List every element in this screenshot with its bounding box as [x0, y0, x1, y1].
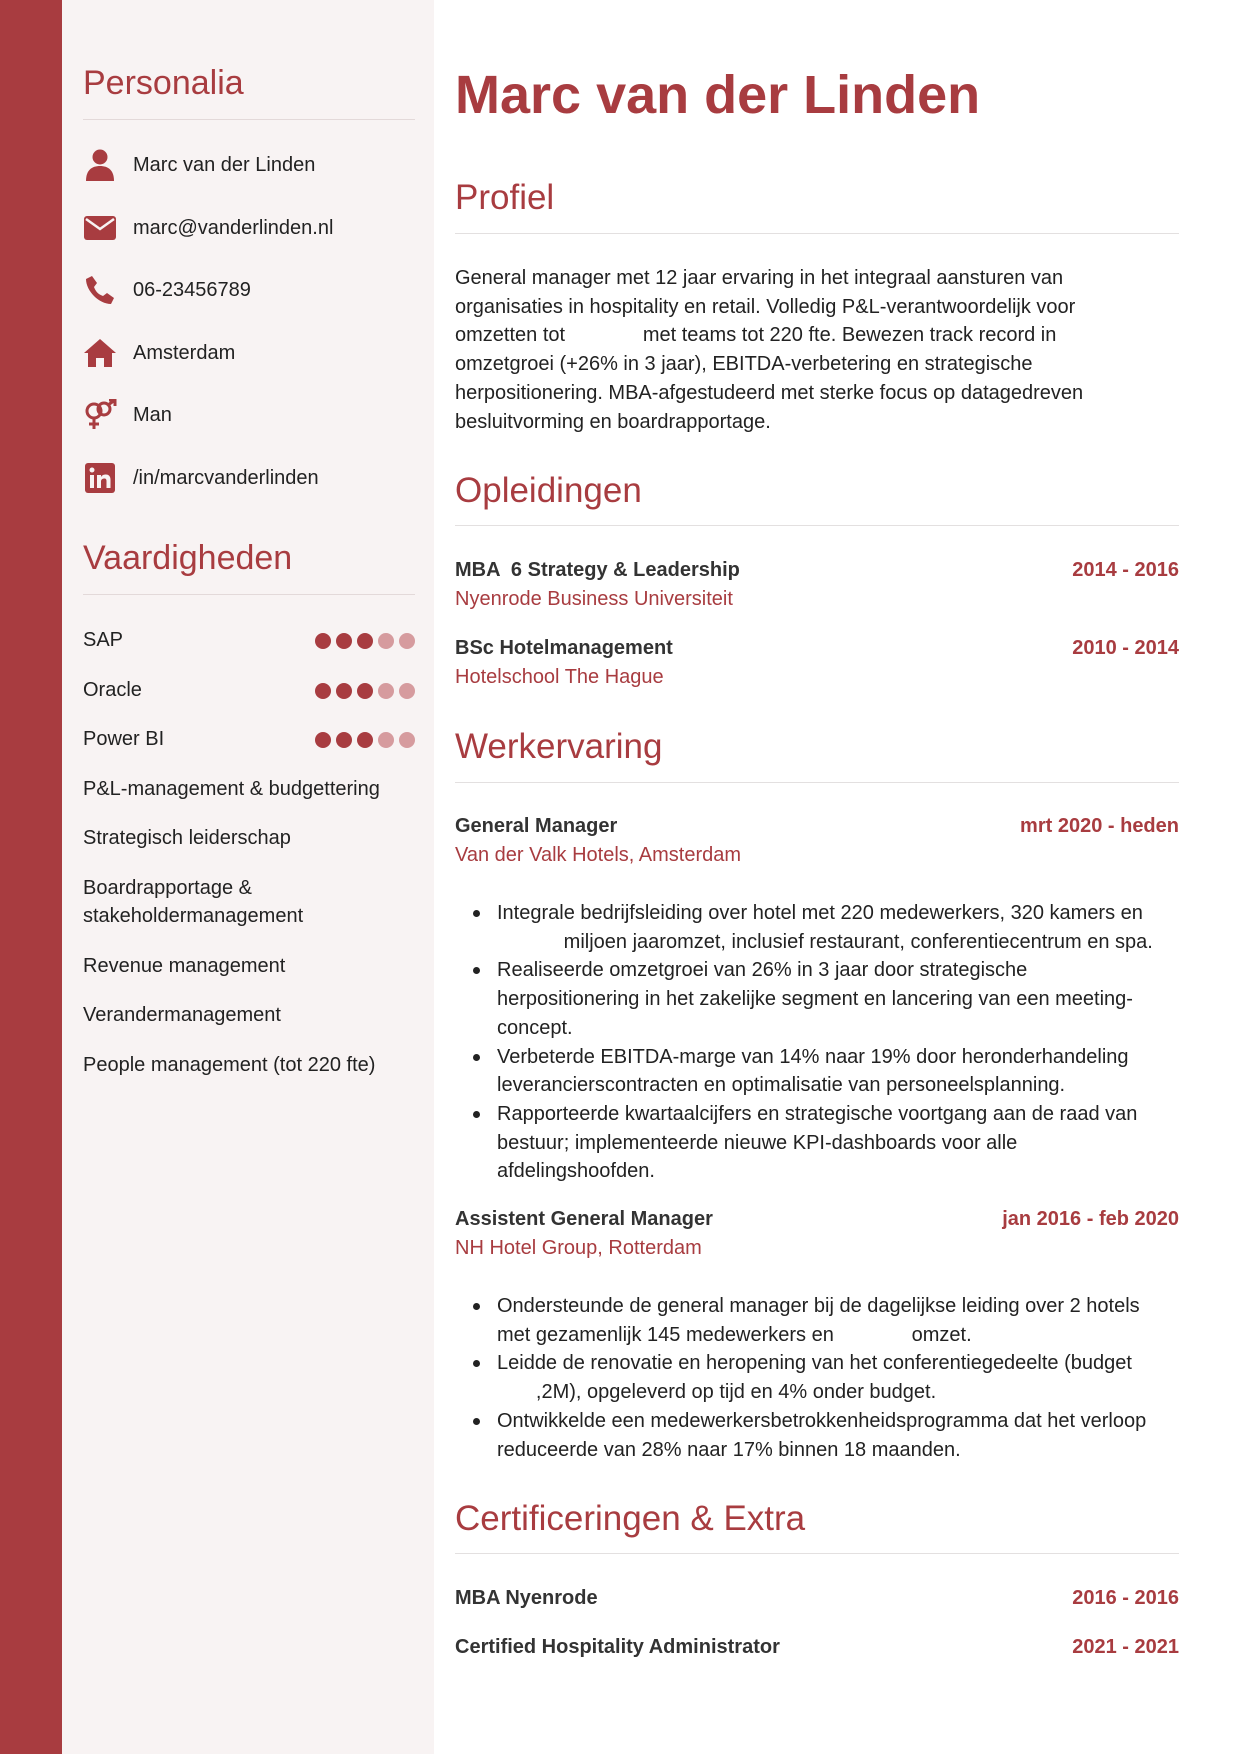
skill-item: Boardrapportage & stakeholdermanagement — [83, 877, 304, 927]
skill-item: Strategisch leiderschap — [83, 827, 291, 849]
contact-phone-text[interactable]: 06-23456789 — [133, 278, 251, 301]
personalia-divider — [83, 119, 415, 120]
accent-stripe — [0, 0, 62, 1754]
rating-dot-filled — [336, 633, 352, 649]
skill-rated — [83, 725, 415, 753]
job-role: Assistent General Manager — [455, 1208, 713, 1230]
profile-line: besluitvorming en boardrapportage. — [455, 410, 771, 433]
profile-line: organisaties in hospitality en retail. Volledig P&L-verantwoordelijk voor — [455, 295, 1076, 318]
sidebar — [62, 0, 434, 1754]
skill-item: People management (tot 220 fte) — [83, 1054, 376, 1076]
skills-divider — [83, 594, 415, 595]
job-bullet: Ondersteunde de general manager bij de dagelijkse leiding over 2 hotels met gezamenlijk 145 medewerkers en omzet. — [497, 1292, 1179, 1349]
profile-line: omzetten tot met teams tot 220 fte. Bewezen track record in — [455, 324, 1057, 347]
profile-divider — [455, 233, 1179, 234]
job-dates: jan 2016 - feb 2020 — [1002, 1208, 1179, 1230]
contact-city-text: Amsterdam — [133, 341, 236, 364]
job-bullet: Leidde de renovatie en heropening van het conferentiegedeelte (budget ,2M), opgeleverd op tijd en 4% onder budget. — [497, 1349, 1179, 1406]
contact-gender — [83, 395, 415, 435]
certifications-title: Certificeringen & Extra — [455, 1499, 806, 1538]
rating-dot-filled — [357, 732, 373, 748]
contact-email-text[interactable]: marc@vanderlinden.nl — [133, 216, 334, 239]
profile-text — [455, 264, 1179, 436]
job-bullet: Integrale bedrijfsleiding over hotel met 220 medewerkers, 320 kamers en miljoen jaaromzet, inclusief restaurant, conferentiecentrum en spa. — [497, 899, 1179, 956]
certifications-divider — [455, 1553, 1179, 1554]
experience-title: Werkervaring — [455, 727, 663, 766]
rating-dot-filled — [315, 683, 331, 699]
rating-dot-empty — [399, 633, 415, 649]
rating-dot-filled — [357, 683, 373, 699]
rating-dot-filled — [357, 633, 373, 649]
education-school: Nyenrode Business Universiteit — [455, 588, 733, 610]
education-degree: MBA 6 Strategy & Leadership — [455, 559, 740, 581]
job-bullet: Verbeterde EBITDA-marge van 14% naar 19% door heronderhandeling leverancierscontracten en optimalisatie van personeelsplanning. — [497, 1043, 1179, 1100]
experience-divider — [455, 782, 1179, 783]
education-dates: 2014 - 2016 — [1072, 559, 1179, 581]
contact-name-text: Marc van der Linden — [133, 153, 316, 176]
profile-title: Profiel — [455, 178, 555, 217]
rating-dot-filled — [336, 732, 352, 748]
skill-rated — [83, 676, 415, 704]
profile-line: omzetgroei (+26% in 3 jaar), EBITDA-verbetering en strategische — [455, 353, 1033, 376]
skills-title: Vaardigheden — [83, 539, 293, 577]
rating-dot-empty — [378, 732, 394, 748]
rating-dot-empty — [378, 683, 394, 699]
contact-linkedin[interactable] — [83, 458, 415, 498]
envelope-icon — [83, 211, 117, 245]
certification-dates: 2016 - 2016 — [1072, 1587, 1179, 1609]
skill-name: SAP — [83, 629, 124, 651]
job-dates: mrt 2020 - heden — [1020, 815, 1179, 837]
job-role: General Manager — [455, 815, 618, 837]
job-company: Van der Valk Hotels, Amsterdam — [455, 844, 742, 866]
rating-dot-empty — [399, 732, 415, 748]
job-bullet: Ontwikkelde een medewerkersbetrokkenheidsprogramma dat het verloop reduceerde van 28% naar 17% binnen 18 maanden. — [497, 1407, 1179, 1464]
skill-item: Revenue management — [83, 955, 286, 977]
rating-dot-filled — [315, 732, 331, 748]
skill-rating-dots — [315, 732, 415, 748]
skill-item: Verandermanagement — [83, 1004, 281, 1026]
profile-line: General manager met 12 jaar ervaring in het integraal aansturen van — [455, 267, 1064, 289]
contact-email[interactable] — [83, 208, 415, 248]
personalia-title: Personalia — [83, 64, 244, 102]
skill-item: P&L-management & budgettering — [83, 778, 380, 800]
candidate-name: Marc van der Linden — [455, 65, 981, 125]
profile-line: herpositionering. MBA-afgestudeerd met sterke focus op datagedreven — [455, 381, 1084, 404]
rating-dot-empty — [399, 683, 415, 699]
certification-name: MBA Nyenrode — [455, 1587, 598, 1609]
job-bullet: Realiseerde omzetgroei van 26% in 3 jaar door strategische herpositionering in het zakelijke segment en lancering van een meeting- concept. — [497, 956, 1179, 1042]
contact-phone[interactable] — [83, 270, 415, 310]
skill-rating-dots — [315, 633, 415, 649]
job-bullets — [455, 1292, 1179, 1464]
skill-rating-dots — [315, 683, 415, 699]
certification-dates: 2021 - 2021 — [1072, 1636, 1179, 1658]
education-divider — [455, 525, 1179, 526]
skill-rated — [83, 626, 415, 654]
skill-name: Power BI — [83, 728, 165, 750]
rating-dot-filled — [336, 683, 352, 699]
contact-name — [83, 145, 415, 185]
education-school: Hotelschool The Hague — [455, 666, 664, 688]
home-icon — [83, 336, 117, 370]
education-title: Opleidingen — [455, 471, 642, 510]
rating-dot-empty — [378, 633, 394, 649]
contact-gender-text: Man — [133, 403, 172, 426]
user-icon — [83, 148, 117, 182]
linkedin-icon — [83, 461, 117, 495]
contact-city — [83, 333, 415, 373]
job-bullet: Rapporteerde kwartaalcijfers en strategische voortgang aan de raad van bestuur; implementeerde nieuwe KPI-dashboards voor alle afdelingshoofden. — [497, 1100, 1179, 1186]
rating-dot-filled — [315, 633, 331, 649]
gender-icon — [83, 398, 117, 432]
job-company: NH Hotel Group, Rotterdam — [455, 1237, 702, 1259]
education-dates: 2010 - 2014 — [1072, 637, 1179, 659]
phone-icon — [83, 273, 117, 307]
job-bullets — [455, 899, 1179, 1186]
certification-name: Certified Hospitality Administrator — [455, 1636, 780, 1658]
skill-name: Oracle — [83, 679, 142, 701]
education-degree: BSc Hotelmanagement — [455, 637, 673, 659]
contact-linkedin-text[interactable]: /in/marcvanderlinden — [133, 466, 319, 489]
